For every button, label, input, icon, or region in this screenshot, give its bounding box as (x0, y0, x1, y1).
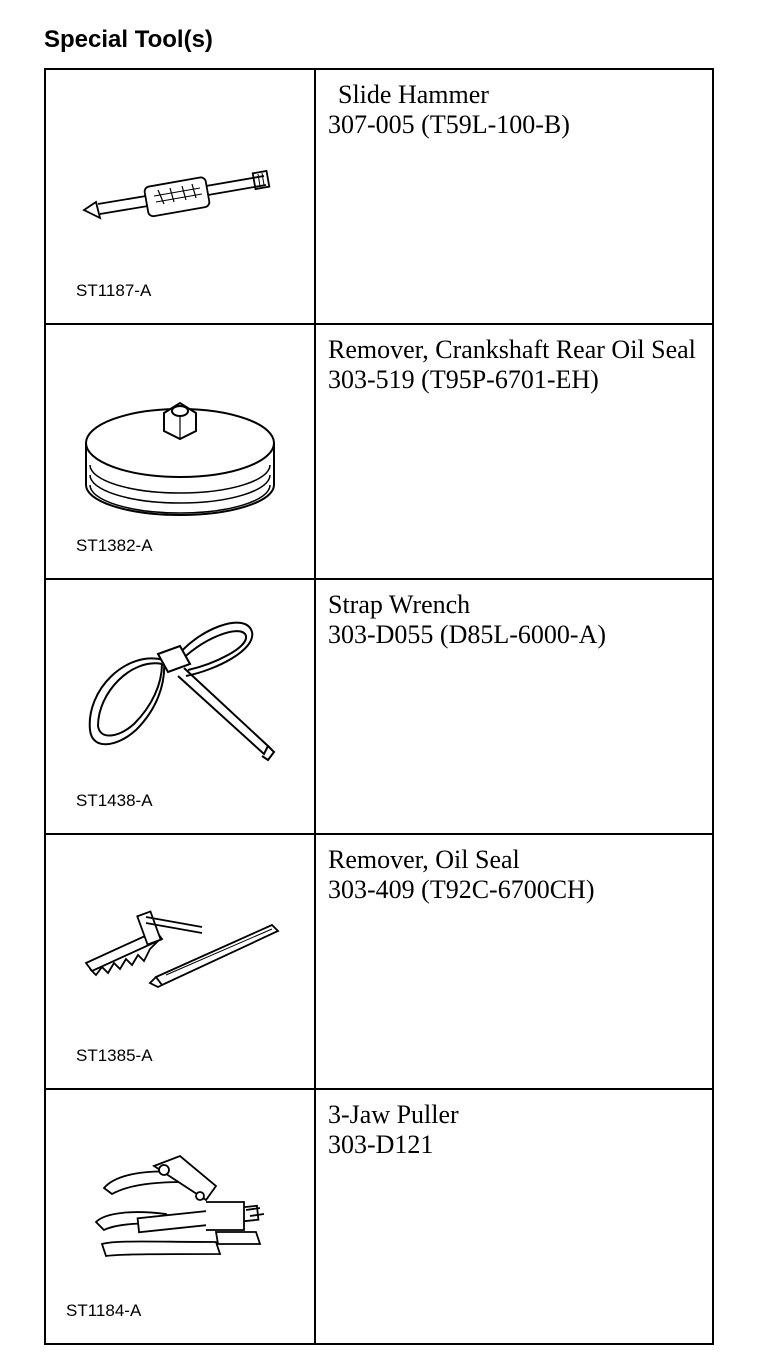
tool-image-cell (45, 69, 315, 324)
tool-description-cell (315, 834, 713, 1089)
tool-part-number: 307-005 (T59L-100-B) (328, 110, 570, 139)
tool-code: ST1187-A (76, 281, 152, 300)
tool-part-number: 303-409 (T92C-6700CH) (328, 875, 595, 904)
tool-image-cell (45, 324, 315, 579)
tool-description-cell (315, 579, 713, 834)
table-row (45, 1089, 713, 1344)
tool-image-cell (45, 834, 315, 1089)
table-row (45, 579, 713, 834)
tool-name: Remover, Crankshaft Rear Oil Seal (328, 335, 696, 364)
tool-image-cell (45, 579, 315, 834)
tool-description-cell (315, 324, 713, 579)
tool-name: Slide Hammer (338, 80, 489, 109)
table-row (45, 834, 713, 1089)
table-row (45, 324, 713, 579)
tool-part-number: 303-D055 (D85L-6000-A) (328, 620, 607, 649)
tool-code: ST1438-A (76, 791, 153, 810)
tool-code: ST1385-A (76, 1046, 153, 1065)
tool-part-number: 303-519 (T95P-6701-EH) (328, 365, 599, 394)
tool-description-cell (315, 69, 713, 324)
tool-name: 3-Jaw Puller (328, 1100, 459, 1129)
tool-code: ST1184-A (66, 1301, 142, 1320)
tool-image-cell (45, 1089, 315, 1344)
tool-part-number: 303-D121 (328, 1130, 434, 1159)
tool-name: Strap Wrench (328, 590, 471, 619)
tool-code: ST1382-A (76, 536, 153, 555)
tool-name: Remover, Oil Seal (328, 845, 520, 874)
special-tools-table (44, 68, 714, 1345)
tool-description-cell (315, 1089, 713, 1344)
page-title: Special Tool(s) (44, 26, 213, 53)
table-row (45, 69, 713, 324)
